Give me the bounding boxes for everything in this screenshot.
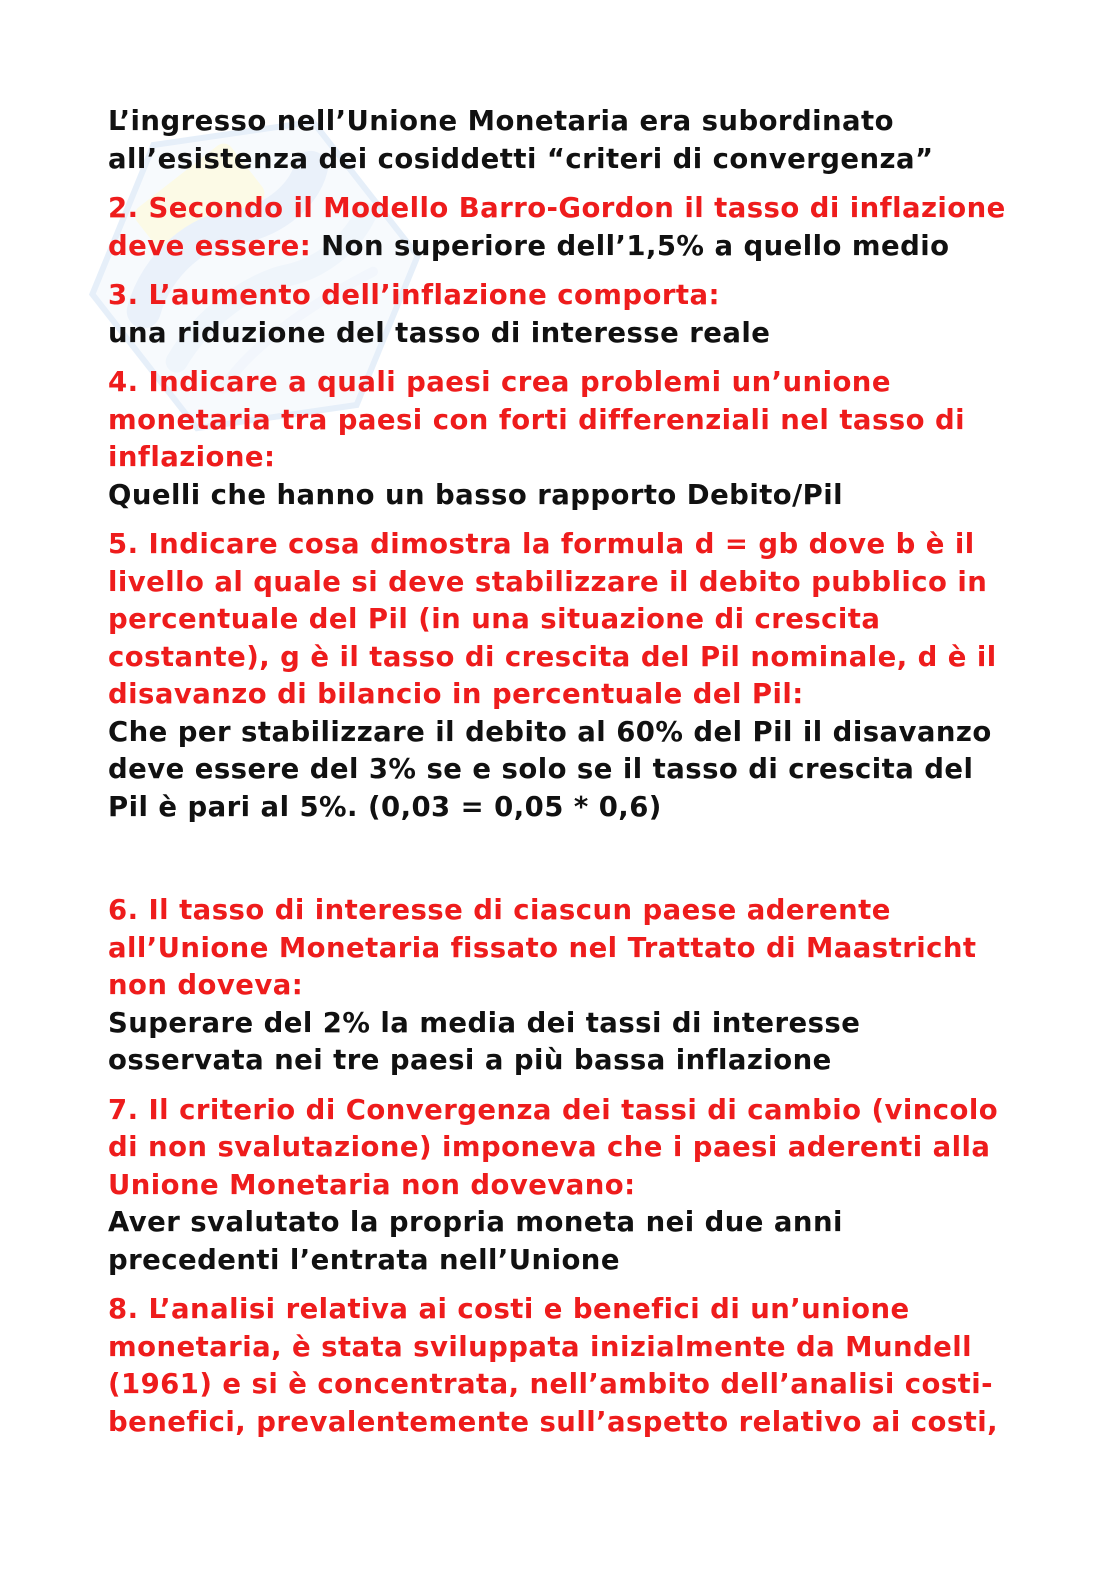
qa-item-7 [108, 1092, 1008, 1280]
answer-line: Aver svalutato la propria moneta nei due anni [108, 1206, 843, 1238]
answer-line: Superare del 2% la media dei tassi di interesse [108, 1006, 861, 1039]
question-line: 3. L’aumento dell’inflazione comporta: [108, 279, 720, 311]
question-line: inflazione: [108, 441, 276, 473]
qa-item-8 [108, 1291, 1008, 1441]
question-line: disavanzo di bilancio in percentuale del Pil: [108, 678, 804, 710]
answer-line: Pil è pari al 5%. (0,03 = 0,05 * 0,6) [108, 790, 662, 823]
answer-line: precedenti l’entrata nell’Unione [108, 1243, 620, 1276]
qa-item-6 [108, 892, 1008, 1080]
question-line: di non svalutazione) imponeva che i paesi aderenti alla [108, 1131, 991, 1163]
question-line: monetaria, è stata sviluppata inizialmente da Mundell [108, 1330, 973, 1363]
question-line: Unione Monetaria non dovevano: [108, 1168, 636, 1201]
question-line: 6. Il tasso di interesse di ciascun paese aderente [108, 894, 891, 926]
question-line: deve essere: [108, 229, 312, 262]
question-line: 2. Secondo il Modello Barro-Gordon il tasso di inflazione [108, 192, 1006, 224]
intro-line: all’esistenza dei cosiddetti “criteri di convergenza” [108, 142, 934, 175]
answer-inline: Non superiore dell’1,5% a quello medio [311, 229, 950, 262]
answer-line: deve essere del 3% se e solo se il tasso di crescita del [108, 753, 974, 785]
document-body [108, 103, 1008, 1453]
question-line: monetaria tra paesi con forti differenziali nel tasso di [108, 403, 965, 436]
question-line: 4. Indicare a quali paesi crea problemi un’unione [108, 366, 891, 398]
question-line: benefici, prevalentemente sull’aspetto relativo ai costi, [108, 1405, 999, 1438]
question-line: percentuale del Pil (in una situazione di crescita [108, 603, 881, 635]
question-line: 8. L’analisi relativa ai costi e benefici di un’unione [108, 1293, 910, 1325]
question-line: livello al quale si deve stabilizzare il debito pubblico in [108, 565, 988, 598]
qa-item-5 [108, 526, 1008, 826]
question-line: non doveva: [108, 969, 304, 1001]
qa-item-2 [108, 190, 1008, 265]
question-line: 5. Indicare cosa dimostra la formula d = gb dove b è il [108, 528, 975, 560]
question-line: all’Unione Monetaria fissato nel Trattato di Maastricht [108, 931, 977, 964]
question-line: 7. Il criterio di Convergenza dei tassi di cambio (vincolo [108, 1093, 999, 1126]
intro-paragraph [108, 103, 1008, 178]
question-line: (1961) e si è concentrata, nell’ambito dell’analisi costi- [108, 1368, 994, 1400]
answer-line: una riduzione del tasso di interesse reale [108, 316, 771, 349]
answer-line: Che per stabilizzare il debito al 60% del Pil il disavanzo [108, 715, 992, 748]
blank-gap [108, 838, 1008, 892]
qa-item-3 [108, 277, 1008, 352]
intro-line: L’ingresso nell’Unione Monetaria era subordinato [108, 105, 894, 137]
question-line: costante), g è il tasso di crescita del Pil nominale, d è il [108, 640, 997, 673]
answer-line: osservata nei tre paesi a più bassa inflazione [108, 1044, 832, 1076]
answer-line: Quelli che hanno un basso rapporto Debito/Pil [108, 478, 843, 511]
qa-item-4 [108, 364, 1008, 514]
